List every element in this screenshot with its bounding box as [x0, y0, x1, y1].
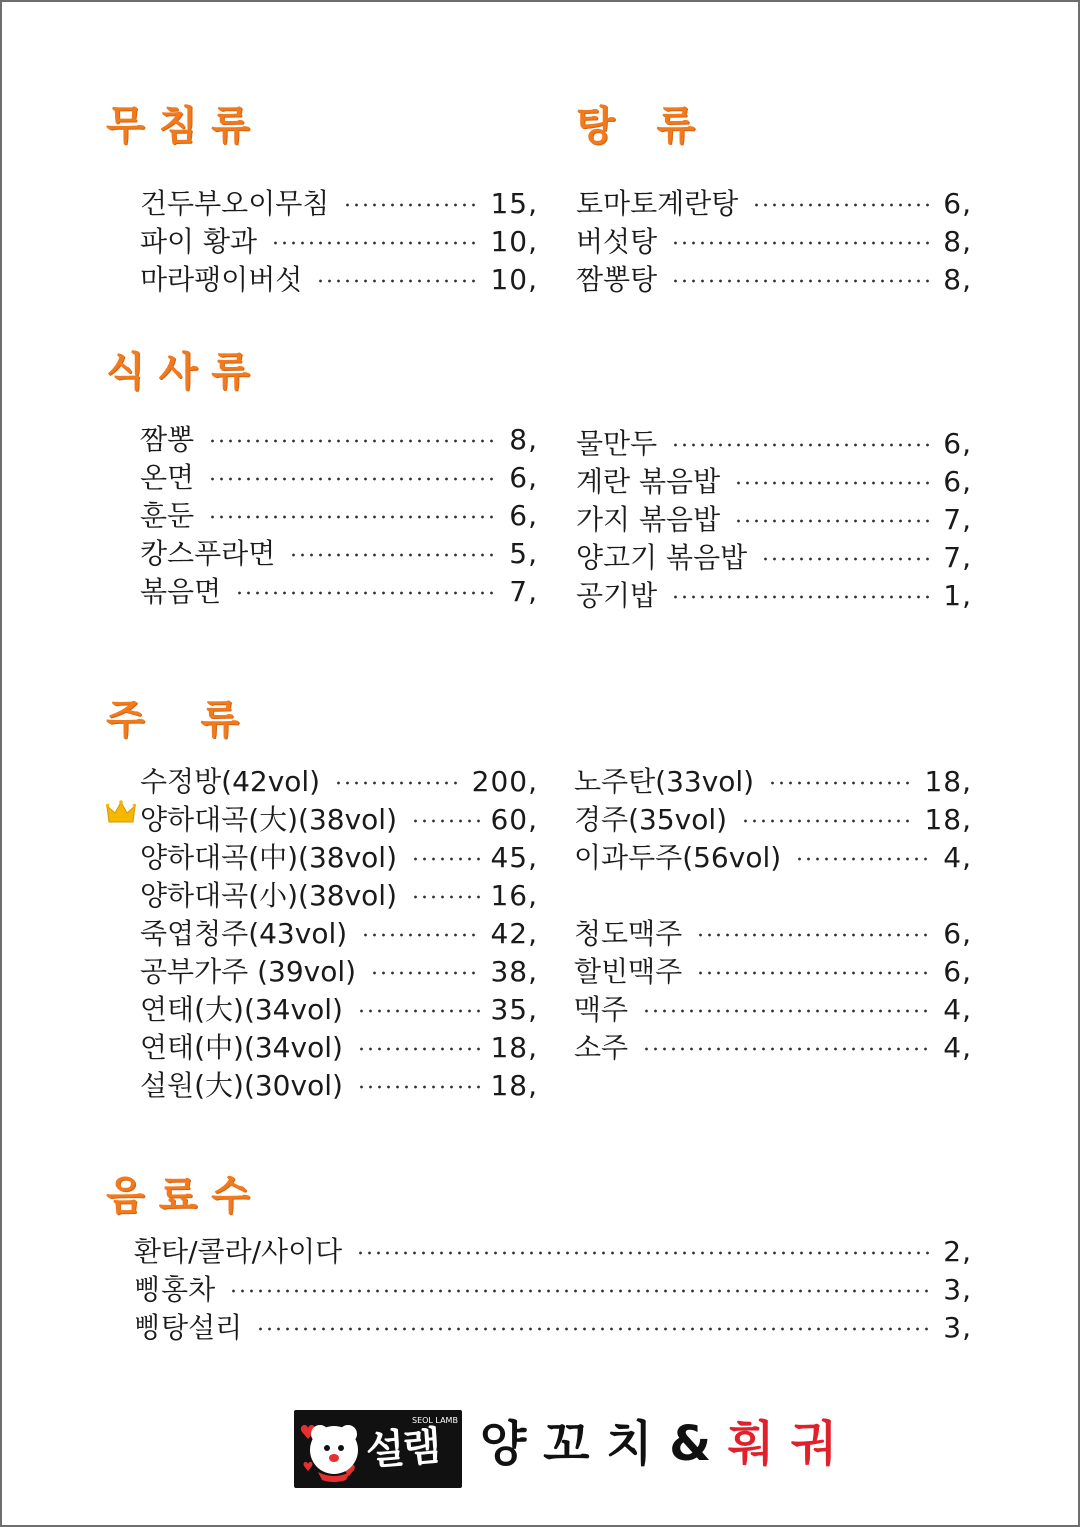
menu-item: 맥주 4, [574, 993, 972, 1026]
menu-item: 훈둔 6, [140, 499, 538, 532]
logo-text: 설램 [364, 1423, 441, 1475]
section-heading-siksa: 식 사 류 [106, 349, 250, 395]
menu-item: 파이 황과 10, [140, 225, 538, 258]
menu-item: 경주(35vol) 18, [574, 803, 972, 836]
menu-item: 삥홍차 3, [134, 1273, 972, 1306]
menu-item: 공부가주 (39vol) 38, [140, 955, 538, 988]
menu-item: 토마토계란탕 6, [576, 187, 972, 220]
section-heading-tang: 탕 류 [576, 103, 696, 149]
title-main: 양 꼬 치 & [480, 1416, 728, 1472]
menu-item: 짬뽕탕 8, [576, 263, 972, 296]
menu-item: 양하대곡(大)(38vol) 60, [140, 803, 538, 836]
restaurant-title [480, 1412, 837, 1476]
menu-item: 연태(大)(34vol) 35, [140, 993, 538, 1026]
menu-item: 계란 볶음밥 6, [576, 465, 972, 498]
menu-item: 양하대곡(中)(38vol) 45, [140, 841, 538, 874]
section-heading-eumryo: 음 료 수 [106, 1173, 250, 1219]
menu-item: 이과두주(56vol) 4, [574, 841, 972, 874]
menu-item: 건두부오이무침 15, [140, 187, 538, 220]
title-red: 훠 궈 [727, 1416, 838, 1472]
menu-item: 소주 4, [574, 1031, 972, 1064]
menu-item: 노주탄(33vol) 18, [574, 765, 972, 798]
menu-item: 삥탕설리 3, [134, 1311, 972, 1344]
menu-item: 온면 6, [140, 461, 538, 494]
menu-item: 할빈맥주 6, [574, 955, 972, 988]
logo-subtext: SEOL LAMB [412, 1416, 458, 1425]
menu-item: 캉스푸라면 5, [140, 537, 538, 570]
menu-item: 버섯탕 8, [576, 225, 972, 258]
menu-item: 환타/콜라/사이다 2, [134, 1235, 972, 1268]
menu-item: 양고기 볶음밥 7, [576, 541, 972, 574]
section-heading-juryu: 주 류 [106, 697, 239, 743]
menu-item: 죽엽청주(43vol) 42, [140, 917, 538, 950]
menu-item: 설원(大)(30vol) 18, [140, 1069, 538, 1102]
menu-item: 가지 볶음밥 7, [576, 503, 972, 536]
section-heading-muchim: 무 침 류 [106, 103, 250, 149]
brand-logo [294, 1410, 462, 1488]
menu-item: 연태(中)(34vol) 18, [140, 1031, 538, 1064]
menu-item: 청도맥주 6, [574, 917, 972, 950]
menu-item: 마라팽이버섯 10, [140, 263, 538, 296]
menu-item: 짬뽕 8, [140, 423, 538, 456]
menu-item: 공기밥 1, [576, 579, 972, 612]
crown-icon [106, 800, 136, 826]
menu-item: 물만두 6, [576, 427, 972, 460]
menu-item: 볶음면 7, [140, 575, 538, 608]
menu-item: 양하대곡(小)(38vol) 16, [140, 879, 538, 912]
menu-item: 수정방(42vol) 200, [140, 765, 538, 798]
